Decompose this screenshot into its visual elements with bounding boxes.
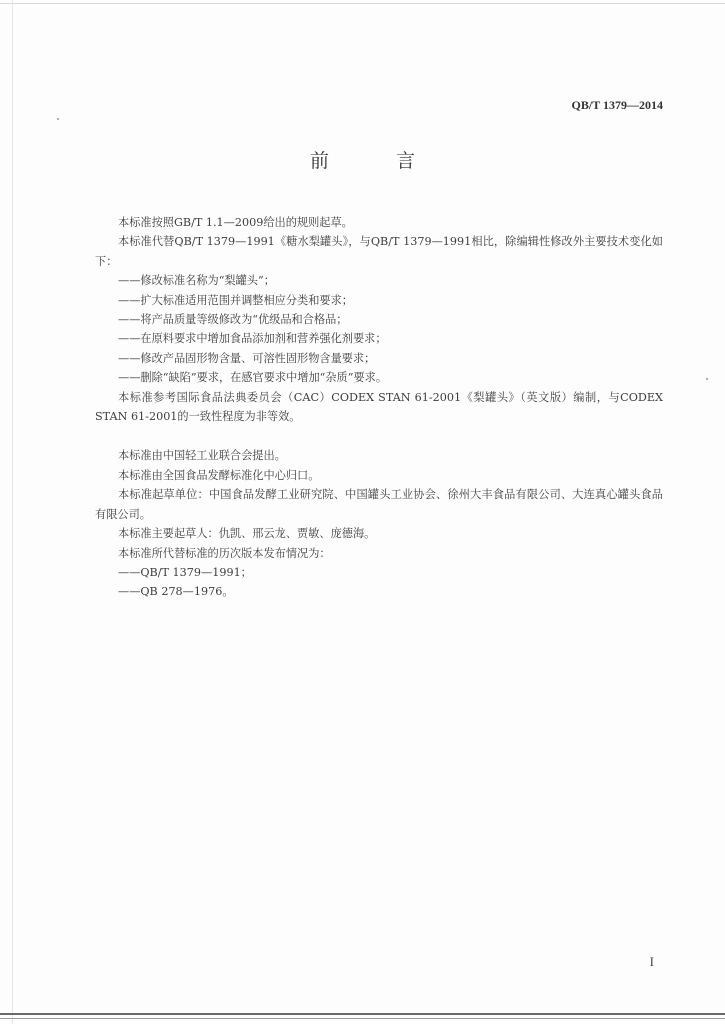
change-item: ——修改标准名称为“梨罐头”； (118, 274, 275, 288)
paragraph: 本标准由全国食品发酵标准化中心归口。 (118, 468, 320, 482)
paragraph: 本标准起草单位：中国食品发酵工业研究院、中国罐头工业协会、徐州大丰食品有限公司、大连真心罐头食品有限公司。 (95, 488, 663, 521)
paragraph: 本标准主要起草人：仇凯、邢云龙、贾敏、庞德海。 (118, 527, 376, 541)
page-title: 前 言 (309, 150, 439, 172)
body-text (95, 213, 663, 602)
paragraph: 本标准由中国轻工业联合会提出。 (118, 449, 286, 463)
change-item: ——扩大标准适用范围并调整相应分类和要求； (118, 293, 353, 307)
scan-edge-bottom-inner (0, 1018, 725, 1019)
scan-speck (57, 118, 59, 120)
page-number: I (649, 954, 654, 969)
history-item: ——QB/T 1379—1991； (118, 565, 252, 579)
change-item: ——修改产品固形物含量、可溶性固形物含量要求； (118, 351, 376, 365)
change-item: ——删除“缺陷”要求，在感官要求中增加“杂质”要求。 (118, 371, 388, 385)
history-item: ——QB 278—1976。 (118, 585, 234, 599)
standard-code: QB/T 1379—2014 (571, 98, 663, 112)
paragraph: 本标准按照GB/T 1.1—2009给出的规则起草。 (118, 216, 353, 229)
scan-edge-top (0, 3, 725, 4)
paragraph: 本标准代替QB/T 1379—1991《糖水梨罐头》，与QB/T 1379—1991相比，除编辑性修改外主要技术变化如下： (95, 235, 663, 268)
paragraph: 本标准所代替标准的历次版本发布情况为： (118, 546, 331, 560)
paragraph: 本标准参考国际食品法典委员会（CAC）CODEX STAN 61-2001《梨罐头》（英文版）编制，与CODEX STAN 61-2001的一致性程度为非等效。 (95, 390, 663, 424)
change-item: ——在原料要求中增加食品添加剂和营养强化剂要求； (118, 332, 387, 346)
scan-edge-bottom (0, 1013, 725, 1015)
change-item: ——将产品质量等级修改为“优级品和合格品； (118, 313, 348, 327)
paragraph-gap (95, 426, 663, 446)
scan-speck (706, 378, 708, 380)
